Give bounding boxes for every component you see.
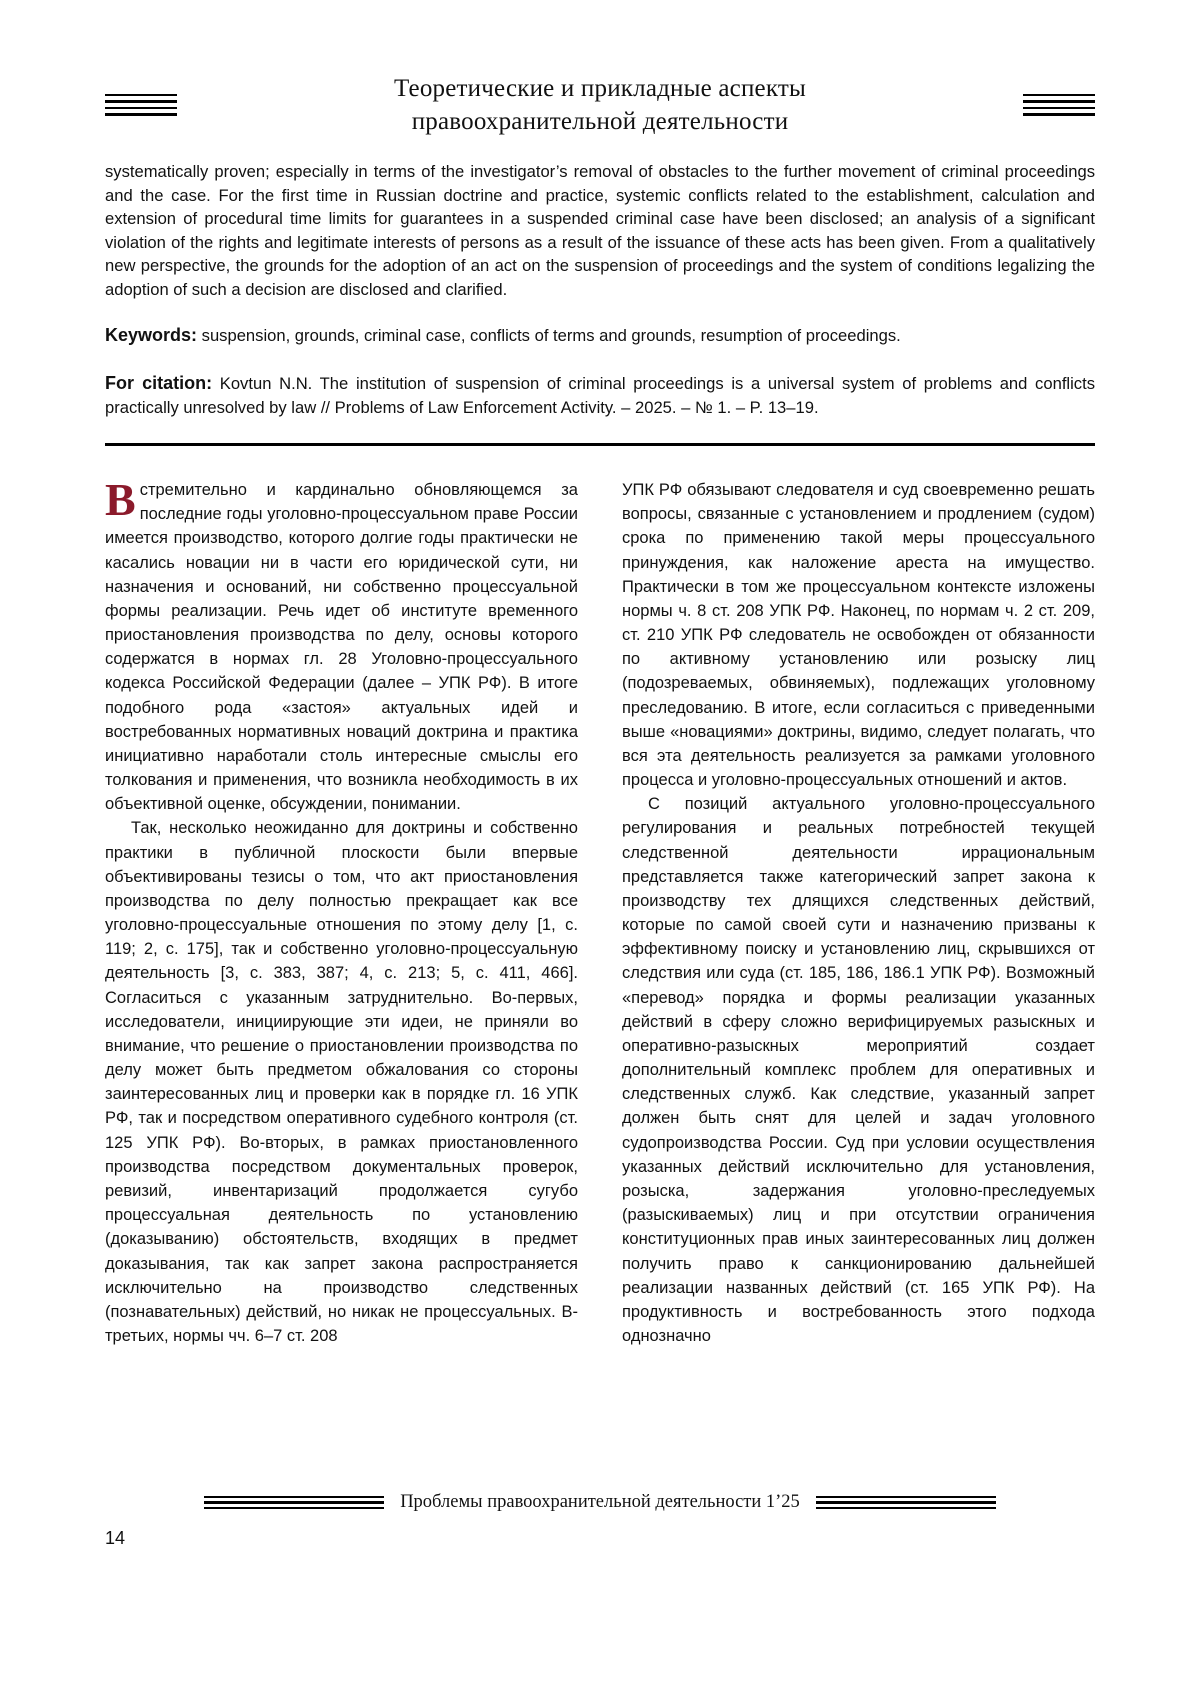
drop-cap: В xyxy=(105,474,136,525)
citation-text: Kovtun N.N. The institution of suspension of criminal proceedings is a universal system of problems and conflicts practically unresolved by law // Problems of Law Enforcement Activity. – 2025. – № 1. – P. 13–19. xyxy=(105,373,1096,418)
body-column-left xyxy=(105,474,578,1458)
abstract-text: systematically proven; especially in terms of the investigator’s removal of obstacles to the further movement of criminal proceedings and the case. For the first time in Russian doctrine and practice, systemic conflicts related to the establishment, calculation and extension of procedural time limits for guarantees in a suspended criminal case have been disclosed; an analysis of a significant violation of the rights and legitimate interests of persons as a result of the issuance of these acts has been given. From a qualitatively new perspective, the grounds for the adoption of an act on the suspension of proceedings and the system of conditions legalizing the adoption of such a decision are disclosed and clarified. xyxy=(105,162,1095,299)
body-column-right xyxy=(622,478,1095,1458)
keywords-text: suspension, grounds, criminal case, conflicts of terms and grounds, resumption of proceedings. xyxy=(197,326,901,346)
footer-rule-right xyxy=(816,1496,996,1509)
page-number: 14 xyxy=(105,1528,126,1548)
running-head xyxy=(105,72,1095,138)
keywords-line xyxy=(105,323,1095,349)
body-columns xyxy=(105,474,1095,1458)
abstract-block xyxy=(105,160,1095,420)
citation-label: For citation: xyxy=(105,372,213,393)
running-head-rule-right xyxy=(1023,94,1095,116)
keywords-label: Keywords: xyxy=(105,325,198,346)
paragraph-right-1: УПК РФ обязывают следователя и суд своевременно решать вопросы, связанные с установлением и продлением (судом) срока по применению такой меры процессуального принуждения, как наложение ареста на имущество. Практически в том же процессуальном контексте изложены нормы ч. 8 ст. 208 УПК РФ. Наконец, по нормам ч. 2 ст. 209, ст. 210 УПК РФ следователь не освобожден от обязанности по активному установлению или розыску лиц (подозреваемых, обвиняемых), подлежащих уголовному преследованию. В итоге, если согласиться с приведенными выше «новациями» доктрины, видимо, следует полагать, что вся эта деятельность реализуется за рамками уголовного процесса и уголовно-процессуальных отношений и актов. xyxy=(622,481,1095,790)
paragraph-left-1-text: стремительно и кардинально обновляющемся за последние годы уголовно-процессуальном праве России имеется производство, которого долгие годы практически не касались новации ни в части его юридической сути, ни назначения и оснований, ни собственно процессуальной формы реализации. Речь идет об институте временного приостановления производства по делу, основы которого содержатся в нормах гл. 28 Уголовно-процессуального кодекса Российской Федерации (далее – УПК РФ). В итоге подобного рода «застоя» актуальных идей и востребованных нормативных новаций доктрина и практика инициативно наработали столь интересные смыслы его толкования и применения, что возникла необходимость в их объективной оценке, обсуждении, понимании. xyxy=(105,481,578,814)
page-footer xyxy=(105,1492,1095,1513)
citation-line xyxy=(105,371,1095,420)
footer-rule-left xyxy=(204,1496,384,1509)
running-head-line-1: Теоретические и прикладные аспекты xyxy=(394,75,806,102)
running-head-line-2: правоохранительной деятельности xyxy=(411,108,789,135)
paragraph-left-2: Так, несколько неожиданно для доктрины и собственно практики в публичной плоскости были впервые объективированы тезисы о том, что акт приостановления производства по делу полностью прекращает как все уголовно-процессуальные отношения по этому делу [1, с. 119; 2, с. 175], так и собственно уголовно-процессуальную деятельность [3, с. 383, 387; 4, с. 213; 5, с. 411, 466]. Согласиться с указанным затруднительно. Во-первых, исследователи, инициирующие эти идеи, не приняли во внимание, что решение о приостановлении производства по делу может быть предметом обжалования со стороны заинтересованных лиц и проверки как в порядке гл. 16 УПК РФ, так и посредством оперативного судебного контроля (ст. 125 УПК РФ). Во-вторых, в рамках приостановленного производства посредством документальных проверок, ревизий, инвентаризаций продолжается сугубо процессуальная деятельность по установлению (доказыванию) обстоятельств, входящих в предмет доказывания, так как запрет закона распространяется исключительно на производство следственных (познавательных) действий, но никак не процессуальных. В-третьих, нормы чч. 6–7 ст. 208 xyxy=(105,819,578,1346)
running-head-title xyxy=(195,72,1005,138)
footer-journal-title: Проблемы правоохранительной деятельности 1’25 xyxy=(400,1492,800,1512)
paragraph-left-1 xyxy=(105,474,578,816)
running-head-rule-left xyxy=(105,94,177,116)
paragraph-right-2: С позиций актуального уголовно-процессуального регулирования и реальных потребностей текущей следственной деятельности иррациональным представляется также категорический запрет закона к производству тех длящихся следственных действий, которые по самой своей сути и назначению призваны к эффективному поиску и установлению лиц, скрывшихся от следствия или суда (ст. 185, 186, 186.1 УПК РФ). Возможный «перевод» порядка и формы реализации указанных действий в сферу сложно верифицируемых разыскных и оперативно-разыскных мероприятий создает дополнительный комплекс проблем для оперативных и следственных служб. Как следствие, указанный запрет должен быть снят для целей и задач уголовного судопроизводства России. Суд при условии осуществления указанных действий исключительно для установления, розыска, задержания уголовно-преследуемых (разыскиваемых) лиц и при отсутствии ограничения конституционных прав иных заинтересованных лиц должен получить право к санкционированию дальнейшей реализации названных действий (ст. 165 УПК РФ). На продуктивность и востребованность этого подхода однозначно xyxy=(622,795,1095,1346)
section-divider xyxy=(105,443,1095,446)
